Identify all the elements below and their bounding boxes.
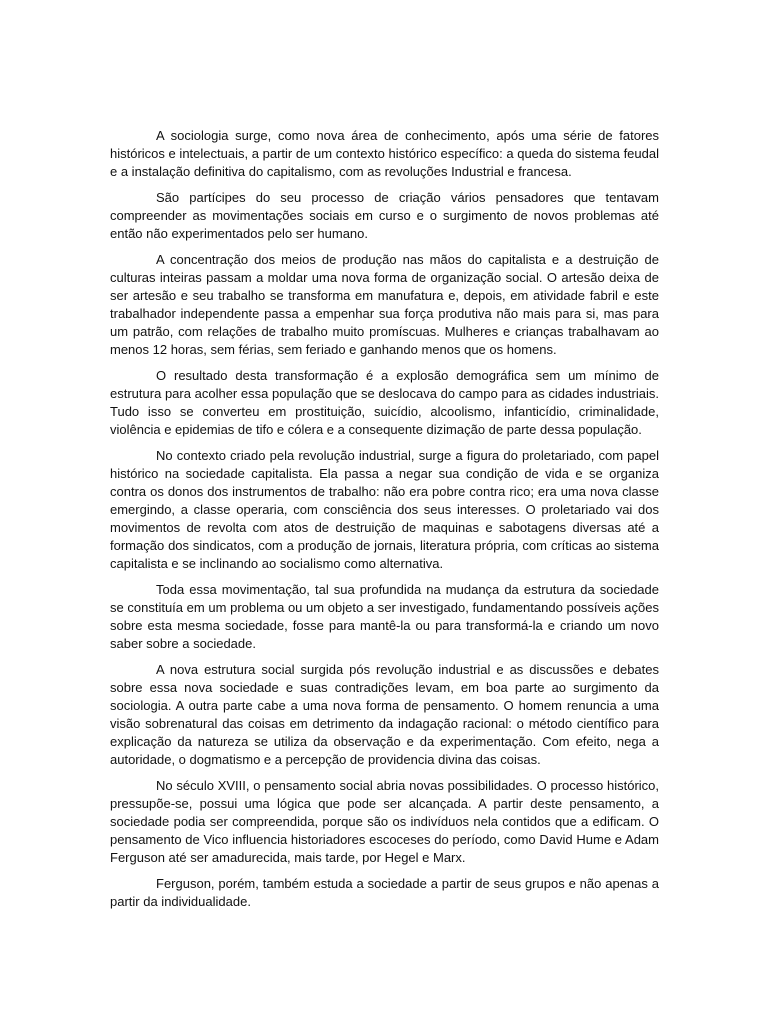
document-body xyxy=(110,127,659,919)
paragraph: Toda essa movimentação, tal sua profundida na mudança da estrutura da sociedade se constituía em um problema ou um objeto a ser investigado, fundamentando possíveis ações sobre esta mesma sociedade, fosse para mantê-la ou para transformá-la e criando um novo saber sobre a sociedade. xyxy=(110,582,659,651)
paragraph: A concentração dos meios de produção nas mãos do capitalista e a destruição de culturas inteiras passam a moldar uma nova forma de organização social. O artesão deixa de ser artesão e seu trabalho se transforma em manufatura e, depois, em atividade fabril e este trabalhador independente passa a empenhar sua força produtiva não mais para si, mas para um patrão, com relações de trabalho muito promíscuas. Mulheres e crianças trabalhavam ao menos 12 horas, sem férias, sem feriado e ganhando menos que os homens. xyxy=(110,252,659,357)
paragraph: O resultado desta transformação é a explosão demográfica sem um mínimo de estrutura para acolher essa população que se deslocava do campo para as cidades industriais. Tudo isso se converteu em prostituição, suicídio, alcoolismo, infanticídio, criminalidade, violência e epidemias de tifo e cólera e a consequente dizimação de parte dessa população. xyxy=(110,368,659,437)
paragraph: No século XVIII, o pensamento social abria novas possibilidades. O processo histórico, pressupõe-se, possui uma lógica que pode ser alcançada. A partir deste pensamento, a sociedade podia ser compreendida, porque são os indivíduos nela contidos que a edificam. O pensamento de Vico influencia historiadores escoceses do período, como David Hume e Adam Ferguson até ser amadurecida, mais tarde, por Hegel e Marx. xyxy=(110,778,659,865)
paragraph: A sociologia surge, como nova área de conhecimento, após uma série de fatores históricos e intelectuais, a partir de um contexto histórico específico: a queda do sistema feudal e a instalação definitiva do capitalismo, com as revoluções Industrial e francesa. xyxy=(110,128,659,179)
paragraph: Ferguson, porém, também estuda a sociedade a partir de seus grupos e não apenas a partir da individualidade. xyxy=(110,876,659,909)
paragraph: A nova estrutura social surgida pós revolução industrial e as discussões e debates sobre essa nova sociedade e suas contradições levam, em boa parte ao surgimento da sociologia. A outra parte cabe a uma nova forma de pensamento. O homem renuncia a uma visão sobrenatural das coisas em detrimento da indagação racional: o método científico para explicação da natureza se utiliza da observação e da experimentação. Com efeito, nega a autoridade, o dogmatismo e a percepção de providencia divina das coisas. xyxy=(110,662,659,767)
paragraph: No contexto criado pela revolução industrial, surge a figura do proletariado, com papel histórico na sociedade capitalista. Ela passa a negar sua condição de vida e se organiza contra os donos dos instrumentos de trabalho: não era pobre contra rico; era uma nova classe emergindo, a classe operaria, com consciência dos seus interesses. O proletariado vai dos movimentos de revolta com atos de destruição de maquinas e sabotagens diversas até a formação dos sindicatos, com a produção de jornais, literatura própria, com críticas ao sistema capitalista e se inclinando ao socialismo como alternativa. xyxy=(110,448,659,571)
paragraph: São partícipes do seu processo de criação vários pensadores que tentavam compreender as movimentações sociais em curso e o surgimento de novos problemas até então não experimentados pelo ser humano. xyxy=(110,190,659,241)
